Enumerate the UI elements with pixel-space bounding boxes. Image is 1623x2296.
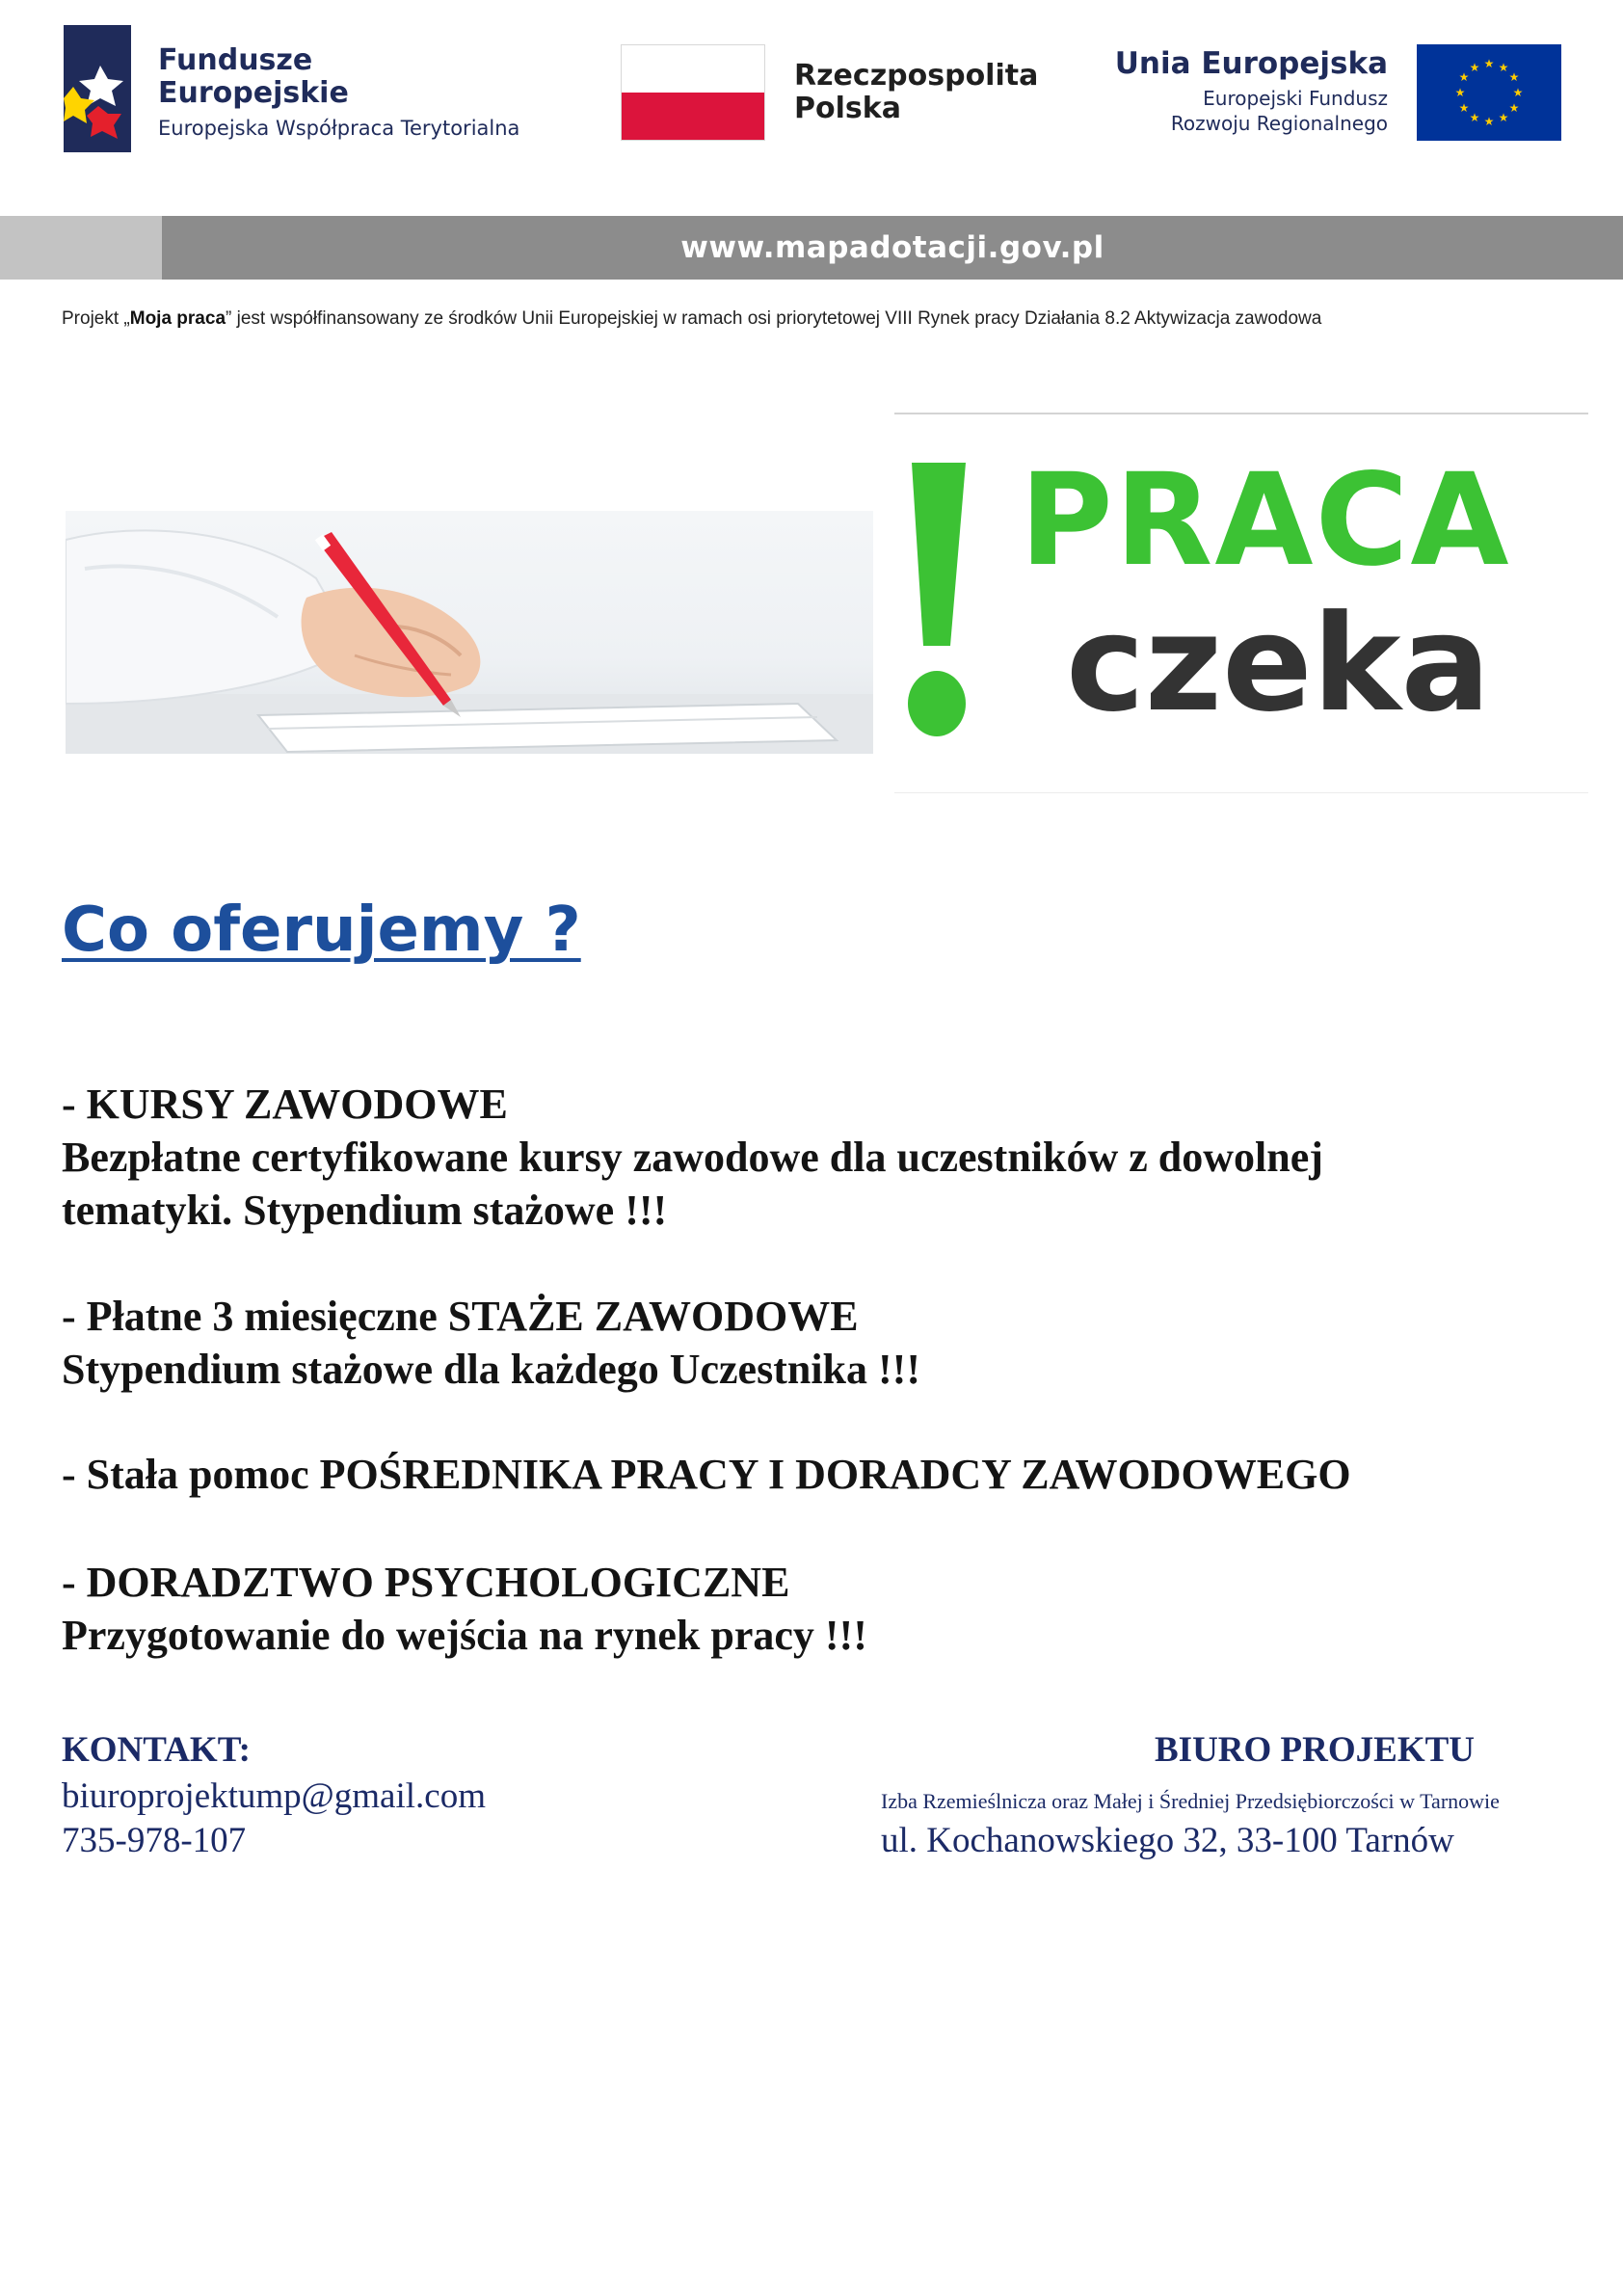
project-suffix: ” jest współfinansowany ze środków Unii Europejskiej w ramach osi priorytetowej VIII Rynek pracy Działania 8.2 Aktywizacja zawodowa	[226, 308, 1322, 329]
fundusze-name-line1: Fundusze	[158, 43, 313, 77]
project-name: Moja praca	[129, 308, 226, 329]
offer-line: Stypendium stażowe dla każdego Uczestnika !!!	[62, 1346, 920, 1393]
polska-name-line2: Polska	[794, 92, 901, 125]
contact-phone[interactable]: 735-978-107	[62, 1821, 247, 1860]
website-url[interactable]: www.mapadotacji.gov.pl	[680, 230, 1104, 265]
czeka-word: czeka	[1066, 586, 1491, 741]
unia-subtitle-line1: Europejski Fundusz	[1203, 87, 1388, 110]
svg-text:★: ★	[1508, 70, 1520, 84]
office-address: ul. Kochanowskiego 32, 33-100 Tarnów	[881, 1821, 1454, 1860]
svg-text:★: ★	[1483, 57, 1495, 70]
unia-europejska-logo	[1079, 42, 1561, 148]
office-title: BIURO PROJEKTU	[1155, 1730, 1476, 1770]
svg-text:★: ★	[1498, 111, 1509, 124]
svg-text:★: ★	[1458, 70, 1470, 84]
rzeczpospolita-polska-logo	[621, 44, 1064, 145]
offer-line: tematyki. Stypendium stażowe !!!	[62, 1187, 668, 1234]
svg-text:★: ★	[1469, 111, 1480, 124]
svg-text:★: ★	[1454, 86, 1466, 99]
hand-writing-illustration	[66, 511, 873, 754]
contact-email[interactable]: biuroprojektump@gmail.com	[62, 1776, 486, 1816]
fundusze-subtitle: Europejska Współpraca Terytorialna	[158, 117, 520, 140]
project-prefix: Projekt „	[62, 308, 130, 329]
project-cofinancing-note	[62, 308, 1321, 330]
offer-item-courses	[62, 1078, 1323, 1237]
offer-line: - Stała pomoc POŚREDNIKA PRACY I DORADCY ZAWODOWEGO	[62, 1451, 1351, 1498]
eu-flag-icon	[1417, 44, 1561, 141]
svg-text:★: ★	[1483, 115, 1495, 128]
praca-czeka-banner	[894, 413, 1588, 793]
svg-text:★: ★	[1508, 101, 1520, 115]
fundusze-name-line2: Europejskie	[158, 76, 349, 110]
polish-flag-icon	[621, 44, 765, 141]
svg-text:★: ★	[1469, 61, 1480, 74]
offer-item-career-advisor	[62, 1448, 1351, 1501]
page-heading: Co oferujemy ?	[62, 894, 581, 966]
offer-line: Bezpłatne certyfikowane kursy zawodowe dla uczestników z dowolnej	[62, 1134, 1323, 1181]
url-bar	[0, 216, 1623, 280]
contact-title: KONTAKT:	[62, 1730, 251, 1770]
offer-line: Przygotowanie do wejścia na rynek pracy !!!	[62, 1612, 867, 1659]
writing-hand-photo	[66, 511, 873, 754]
unia-subtitle-line2: Rozwoju Regionalnego	[1170, 112, 1388, 135]
svg-text:★: ★	[1512, 86, 1524, 99]
svg-text:★: ★	[1458, 101, 1470, 115]
fundusze-europejskie-logo	[64, 25, 565, 155]
offer-line: - Płatne 3 miesięczne STAŻE ZAWODOWE	[62, 1293, 859, 1340]
offer-item-internships	[62, 1290, 920, 1396]
praca-word: PRACA	[1020, 446, 1511, 595]
exclamation-icon	[894, 463, 981, 752]
fundusze-stars-icon	[64, 25, 131, 152]
offer-item-psychology	[62, 1556, 867, 1662]
office-institution: Izba Rzemieślnicza oraz Małej i Średniej Przedsiębiorczości w Tarnowie	[881, 1789, 1500, 1813]
polska-name-line1: Rzeczpospolita	[794, 59, 1039, 93]
offer-line: - DORADZTWO PSYCHOLOGICZNE	[62, 1559, 790, 1606]
unia-title: Unia Europejska	[1114, 46, 1388, 81]
svg-text:★: ★	[1498, 61, 1509, 74]
offer-line: - KURSY ZAWODOWE	[62, 1081, 508, 1128]
